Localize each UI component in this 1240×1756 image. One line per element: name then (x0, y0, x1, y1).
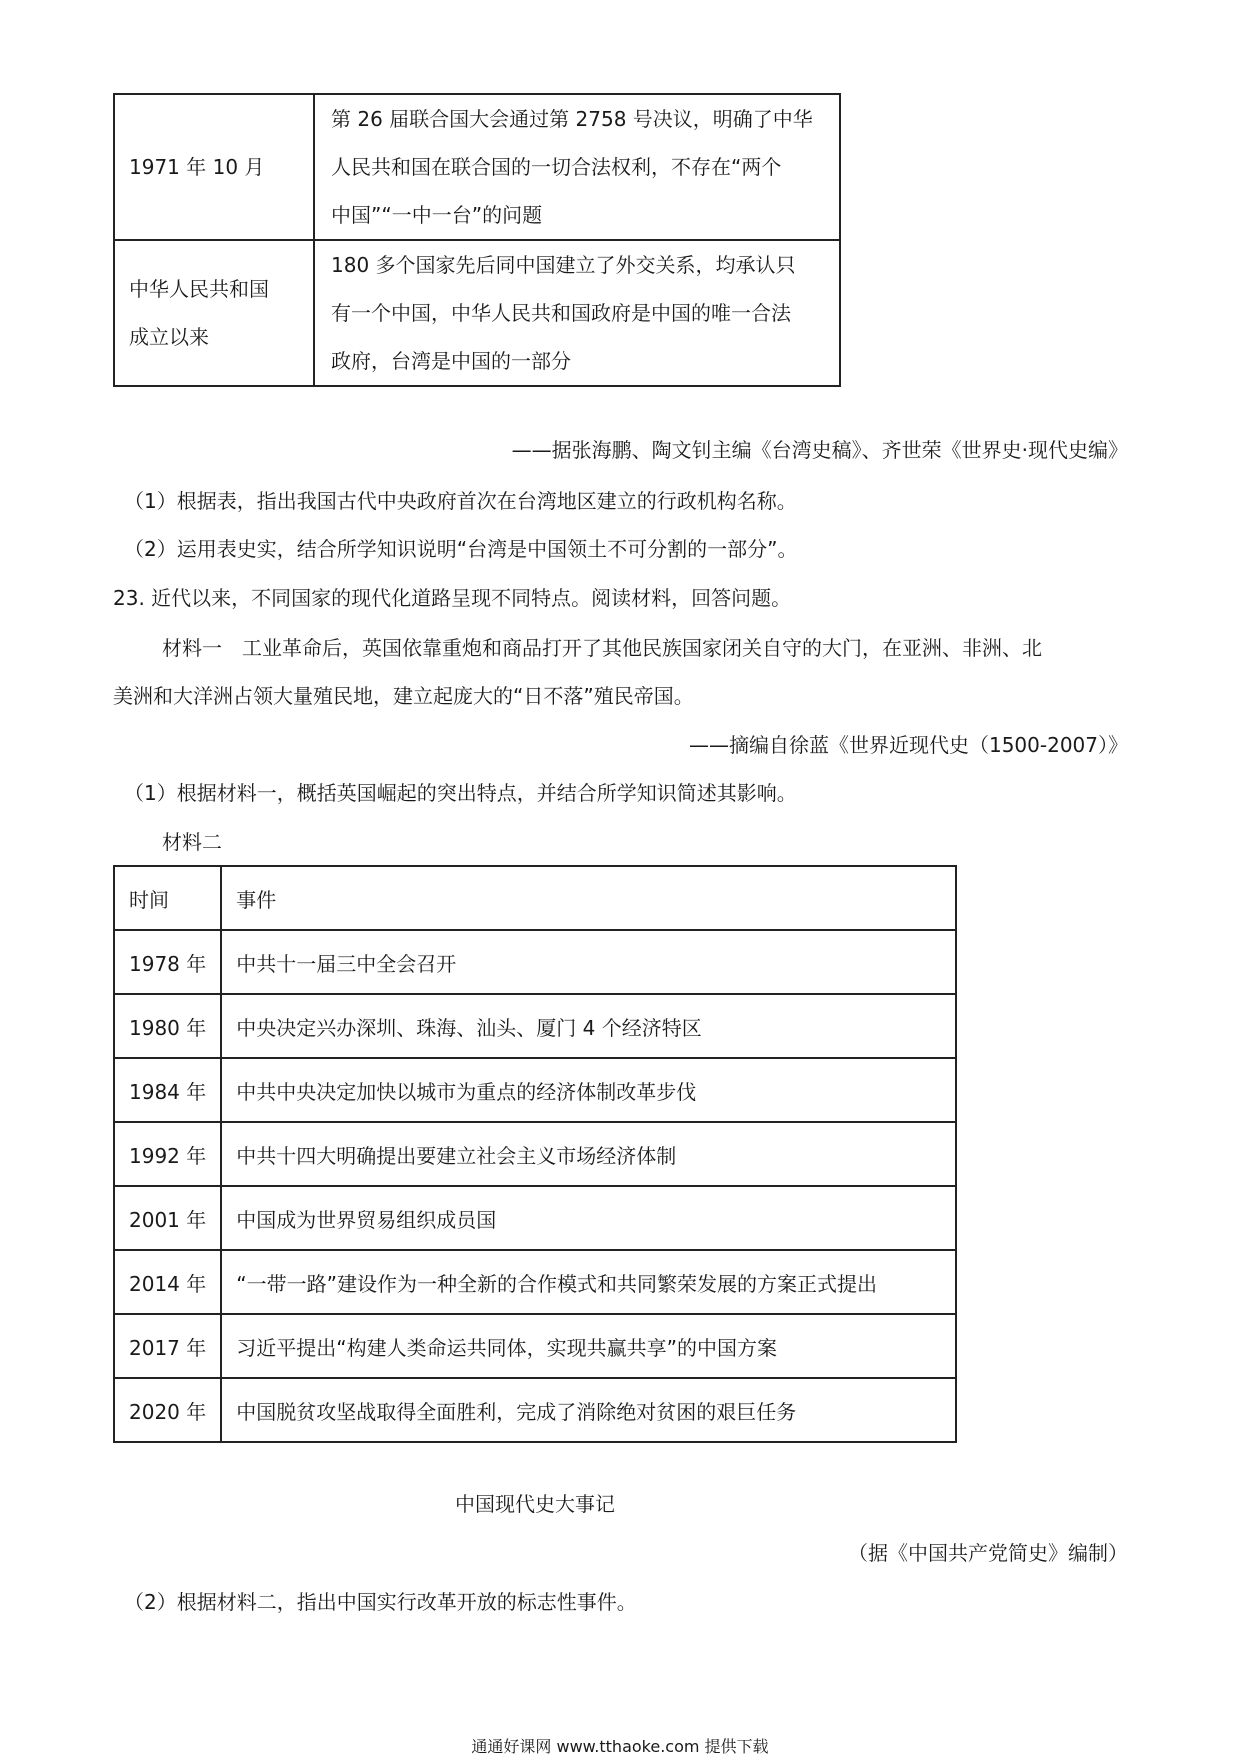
table-cell-year: 2020 年 (114, 1378, 221, 1442)
table-row (114, 994, 956, 1058)
table-cell-event: 第 26 届联合国大会通过第 2758 号决议，明确了中华 人民共和国在联合国的一切合法权利，不存在“两个 中国”“一中一台”的问题 (314, 94, 840, 240)
table-row (114, 1058, 956, 1122)
table-cell-year: 2014 年 (114, 1250, 221, 1314)
material-1-source: ——摘编自徐蓝《世界近现代史（1500-2007）》 (688, 733, 1128, 757)
table-chronology (113, 865, 957, 1443)
table-cell-year: 2017 年 (114, 1314, 221, 1378)
table-cell-time: 1971 年 10 月 (114, 94, 314, 240)
question-23-1: （1）根据材料一，概括英国崛起的突出特点，并结合所学知识简述其影响。 (124, 781, 797, 805)
column-header-event: 事件 (221, 866, 956, 930)
table-cell-event: 中央决定兴办深圳、珠海、汕头、厦门 4 个经济特区 (221, 994, 956, 1058)
table-header-row (114, 866, 956, 930)
table-row (114, 1122, 956, 1186)
table-row (114, 930, 956, 994)
table-cell-event: 习近平提出“构建人类命运共同体，实现共赢共享”的中国方案 (221, 1314, 956, 1378)
material-2-label: 材料二 (162, 830, 222, 854)
table-cell-event: 中国成为世界贸易组织成员国 (221, 1186, 956, 1250)
table-cell-event: “一带一路”建设作为一种全新的合作模式和共同繁荣发展的方案正式提出 (221, 1250, 956, 1314)
material-1-line-1: 材料一 工业革命后，英国依靠重炮和商品打开了其他民族国家闭关自守的大门，在亚洲、非洲、北 (162, 636, 1042, 660)
table1-source: ——据张海鹏、陶文钊主编《台湾史稿》、齐世荣《世界史·现代史编》 (511, 438, 1128, 462)
table-cell-year: 2001 年 (114, 1186, 221, 1250)
question-23-2: （2）根据材料二，指出中国实行改革开放的标志性事件。 (124, 1590, 637, 1614)
material-1-line-2: 美洲和大洋洲占领大量殖民地，建立起庞大的“日不落”殖民帝国。 (113, 684, 694, 708)
table-row (114, 1378, 956, 1442)
table-taiwan-history (113, 93, 841, 387)
table-row (114, 1314, 956, 1378)
table2-caption: 中国现代史大事记 (455, 1492, 615, 1516)
table-cell-event: 中共十四大明确提出要建立社会主义市场经济体制 (221, 1122, 956, 1186)
question-23-title: 23. 近代以来，不同国家的现代化道路呈现不同特点。阅读材料，回答问题。 (113, 586, 792, 610)
page-footer: 通通好课网 www.tthaoke.com 提供下载 (471, 1737, 769, 1756)
table-row (114, 1250, 956, 1314)
table-cell-event: 中国脱贫攻坚战取得全面胜利，完成了消除绝对贫困的艰巨任务 (221, 1378, 956, 1442)
table-cell-year: 1984 年 (114, 1058, 221, 1122)
table-row (114, 240, 840, 386)
table-row (114, 1186, 956, 1250)
table-cell-event: 中共十一届三中全会召开 (221, 930, 956, 994)
table-cell-year: 1980 年 (114, 994, 221, 1058)
table-cell-year: 1978 年 (114, 930, 221, 994)
table-row (114, 94, 840, 240)
table-cell-year: 1992 年 (114, 1122, 221, 1186)
table-cell-time: 中华人民共和国 成立以来 (114, 240, 314, 386)
table2-source: （据《中国共产党简史》编制） (848, 1541, 1128, 1565)
question-22-1: （1）根据表，指出我国古代中央政府首次在台湾地区建立的行政机构名称。 (124, 489, 797, 513)
column-header-time: 时间 (114, 866, 221, 930)
table-cell-event: 180 多个国家先后同中国建立了外交关系，均承认只 有一个中国，中华人民共和国政府是中国的唯一合法 政府，台湾是中国的一部分 (314, 240, 840, 386)
question-22-2: （2）运用表史实，结合所学知识说明“台湾是中国领土不可分割的一部分”。 (124, 537, 798, 561)
table-cell-event: 中共中央决定加快以城市为重点的经济体制改革步伐 (221, 1058, 956, 1122)
